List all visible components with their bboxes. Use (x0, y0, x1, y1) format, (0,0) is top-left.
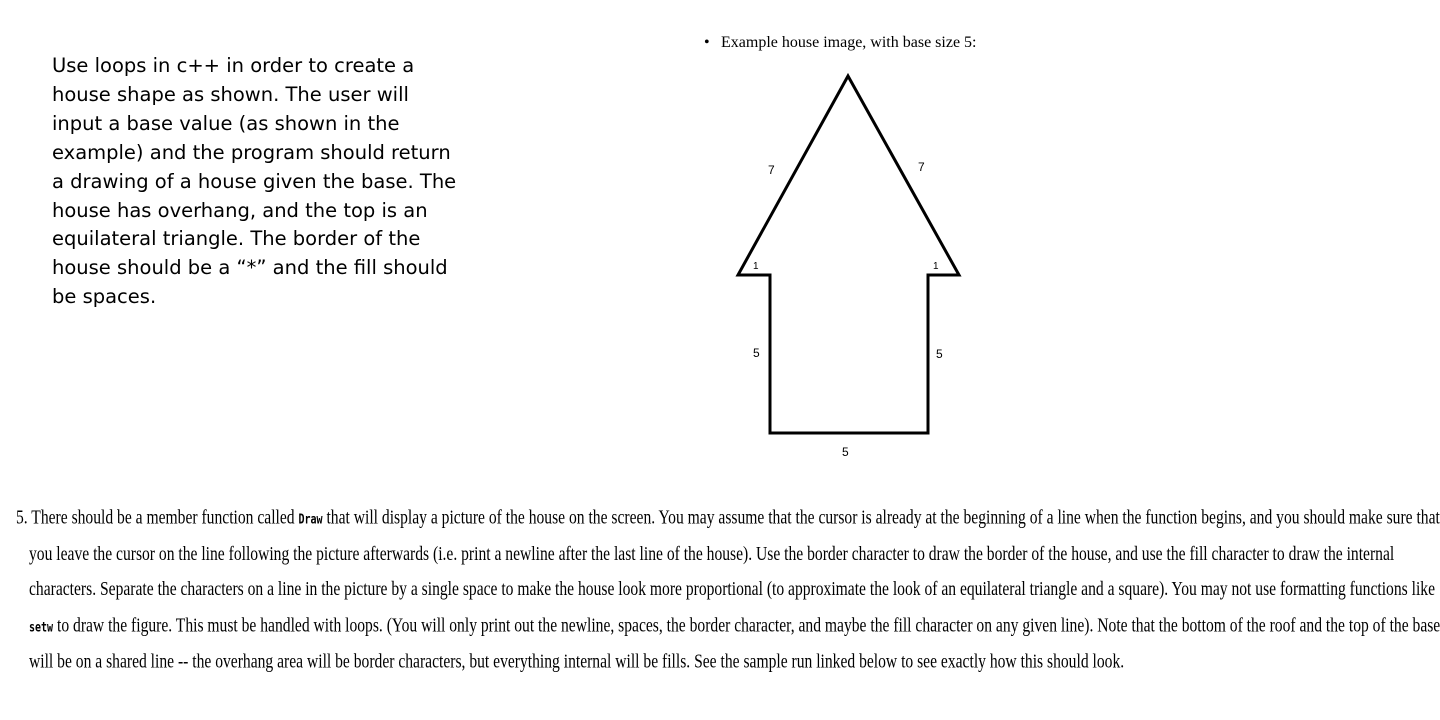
requirement-line (16, 608, 1440, 644)
requirement-text: 5. There should be a member function called (16, 506, 299, 529)
roof-left-label: 7 (768, 163, 775, 177)
figure-caption-text: Example house image, with base size 5: (721, 34, 977, 51)
requirement-line: will be on a shared line -- the overhang area will be border characters, but everything internal will be fills. See the sample run linked below to see exactly how this should look. (29, 650, 1125, 673)
requirement-line (16, 500, 1440, 536)
overhang-left-label: 1 (753, 261, 759, 272)
wall-left-label: 5 (753, 346, 760, 360)
intro-paragraph: Use loops in c++ in order to create a house shape as shown. The user will input a base value (as shown in the example) and the program should return a drawing of a house given the base. The house has overhang, and the top is an equilateral triangle. The border of the house should be a “*” and the fill should be spaces. (52, 54, 457, 309)
house-outline (738, 76, 959, 433)
setw-function-code: setw (29, 620, 54, 636)
draw-function-code: Draw (298, 513, 323, 528)
requirement-paragraph (16, 500, 1440, 680)
requirement-text: that will display a picture of the house on the screen. You may assume that the cursor is already at the beginning of a line when the function begins, and you should make sure that (322, 506, 1440, 529)
requirement-line: you leave the cursor on the line following the picture afterwards (i.e. print a newline after the last line of the house). Use the border character to draw the border of the house, and use the fill character to draw the internal (29, 542, 1395, 565)
base-label: 5 (842, 445, 849, 459)
requirement-text: to draw the figure. This must be handled with loops. (You will only print out the newline, spaces, the border character, and maybe the fill character on any given line). Note that the bottom of the roof and the top of the base (53, 614, 1440, 637)
overhang-right-label: 1 (933, 261, 939, 272)
wall-right-label: 5 (936, 347, 943, 361)
roof-right-label: 7 (918, 160, 925, 174)
bullet-icon: • (704, 34, 710, 51)
requirement-line: characters. Separate the characters on a line in the picture by a single space to make the house look more proportional (to approximate the look of an equilateral triangle and a square). You may not use formatting functions like (29, 578, 1436, 601)
